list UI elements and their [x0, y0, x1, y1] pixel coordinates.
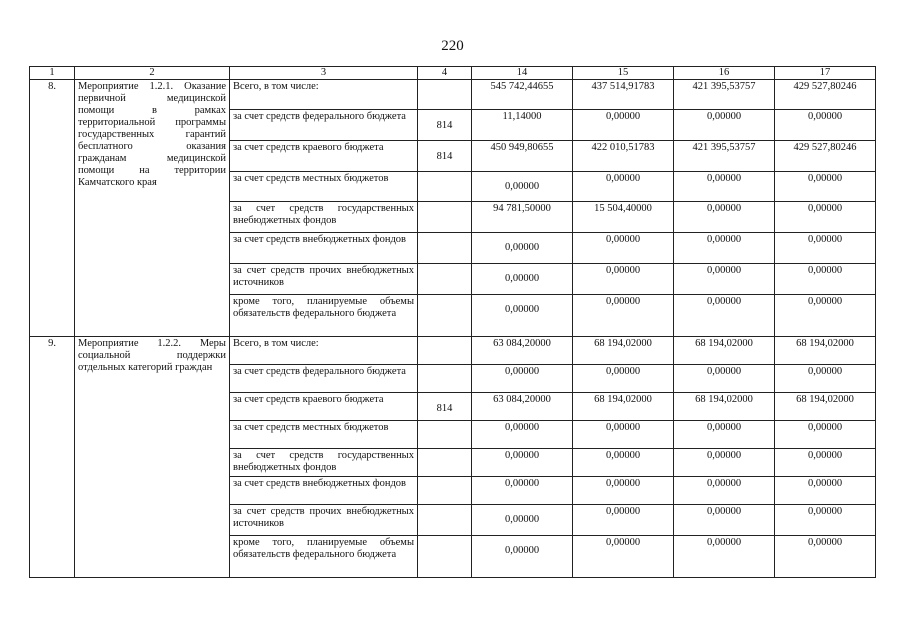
amount-value: 0,00000 — [706, 203, 742, 214]
amount-value: 63 084,20000 — [493, 338, 551, 349]
amount-cell — [674, 536, 775, 578]
budget-code-cell — [418, 80, 472, 110]
amount-cell — [472, 505, 573, 536]
amount-cell — [573, 449, 674, 477]
amount-value: 437 514,91783 — [591, 81, 655, 92]
row-number-cell: 8. — [30, 80, 75, 337]
budget-code-cell — [418, 233, 472, 264]
amount-value: 0,00000 — [807, 506, 843, 517]
header-row — [30, 67, 876, 80]
funding-source-cell: кроме того, планируемые объемы обязательств федерального бюджета — [230, 536, 418, 578]
amount-cell — [472, 110, 573, 141]
amount-cell — [573, 477, 674, 505]
funding-source-cell: за счет средств внебюджетных фондов — [230, 477, 418, 505]
amount-value: 0,00000 — [504, 242, 540, 253]
amount-value: 0,00000 — [706, 111, 742, 122]
amount-value: 0,00000 — [504, 366, 540, 377]
amount-cell — [775, 477, 876, 505]
funding-source-cell: за счет средств краевого бюджета — [230, 393, 418, 421]
amount-cell — [775, 421, 876, 449]
budget-code-value: 814 — [436, 120, 453, 131]
budget-code-cell — [418, 449, 472, 477]
amount-cell — [472, 421, 573, 449]
amount-value: 0,00000 — [706, 234, 742, 245]
amount-cell — [674, 393, 775, 421]
funding-source-cell: Всего, в том числе: — [230, 337, 418, 365]
amount-value: 0,00000 — [605, 234, 641, 245]
amount-value: 0,00000 — [504, 181, 540, 192]
amount-cell — [775, 264, 876, 295]
funding-source-cell: за счет средств прочих внебюджетных источников — [230, 264, 418, 295]
amount-cell — [472, 80, 573, 110]
row-number-cell: 9. — [30, 337, 75, 578]
amount-cell — [472, 141, 573, 172]
amount-cell — [775, 141, 876, 172]
amount-cell — [775, 337, 876, 365]
amount-cell — [674, 295, 775, 337]
budget-code-value: 814 — [436, 151, 453, 162]
amount-value: 0,00000 — [605, 296, 641, 307]
amount-cell — [775, 449, 876, 477]
amount-cell — [674, 202, 775, 233]
amount-value: 0,00000 — [807, 173, 843, 184]
budget-code-cell — [418, 536, 472, 578]
amount-value: 545 742,44655 — [490, 81, 554, 92]
amount-value: 0,00000 — [605, 537, 641, 548]
budget-code-cell — [418, 141, 472, 172]
amount-value: 0,00000 — [706, 537, 742, 548]
column-header: 4 — [418, 67, 472, 80]
amount-cell — [573, 337, 674, 365]
amount-cell — [573, 505, 674, 536]
amount-value: 68 194,02000 — [695, 338, 753, 349]
amount-cell — [573, 393, 674, 421]
amount-value: 0,00000 — [504, 273, 540, 284]
amount-cell — [674, 421, 775, 449]
funding-source-cell: за счет средств федерального бюджета — [230, 110, 418, 141]
amount-value: 0,00000 — [605, 265, 641, 276]
amount-cell — [573, 295, 674, 337]
amount-value: 0,00000 — [706, 422, 742, 433]
funding-source-cell: за счет средств краевого бюджета — [230, 141, 418, 172]
budget-code-cell — [418, 393, 472, 421]
amount-cell — [775, 110, 876, 141]
amount-value: 68 194,02000 — [796, 338, 854, 349]
amount-value: 0,00000 — [504, 478, 540, 489]
budget-code-cell — [418, 295, 472, 337]
amount-cell — [472, 365, 573, 393]
column-header: 16 — [674, 67, 775, 80]
funding-source-cell: за счет средств местных бюджетов — [230, 172, 418, 202]
funding-source-cell: за счет средств внебюджетных фондов — [230, 233, 418, 264]
amount-value: 0,00000 — [706, 366, 742, 377]
amount-cell — [775, 295, 876, 337]
amount-cell — [573, 536, 674, 578]
amount-value: 68 194,02000 — [594, 338, 652, 349]
page-number: 220 — [441, 38, 464, 54]
amount-value: 0,00000 — [706, 478, 742, 489]
budget-code-cell — [418, 202, 472, 233]
amount-cell — [472, 233, 573, 264]
amount-value: 0,00000 — [706, 506, 742, 517]
amount-value: 68 194,02000 — [796, 394, 854, 405]
amount-cell — [674, 449, 775, 477]
funding-source-cell: за счет средств федерального бюджета — [230, 365, 418, 393]
budget-code-cell — [418, 110, 472, 141]
amount-value: 421 395,53757 — [692, 142, 756, 153]
amount-cell — [472, 295, 573, 337]
amount-cell — [775, 80, 876, 110]
amount-value: 0,00000 — [807, 111, 843, 122]
funding-source-cell: за счет средств государственных внебюджетных фондов — [230, 449, 418, 477]
activity-name-cell: Мероприятие 1.2.2. Меры социальной поддержки отдельных категорий граждан — [75, 337, 230, 578]
amount-value: 422 010,51783 — [591, 142, 655, 153]
amount-value: 429 527,80246 — [793, 142, 857, 153]
amount-cell — [573, 233, 674, 264]
funding-source-cell: за счет средств местных бюджетов — [230, 421, 418, 449]
amount-cell — [674, 477, 775, 505]
amount-value: 450 949,80655 — [490, 142, 554, 153]
budget-table — [29, 66, 876, 578]
column-header: 1 — [30, 67, 75, 80]
amount-value: 0,00000 — [504, 450, 540, 461]
amount-value: 68 194,02000 — [594, 394, 652, 405]
amount-cell — [775, 365, 876, 393]
column-header: 14 — [472, 67, 573, 80]
amount-value: 0,00000 — [706, 173, 742, 184]
amount-cell — [573, 421, 674, 449]
amount-cell — [573, 80, 674, 110]
amount-cell — [573, 172, 674, 202]
budget-code-value: 814 — [436, 403, 453, 414]
amount-value: 0,00000 — [504, 304, 540, 315]
column-header: 2 — [75, 67, 230, 80]
funding-source-cell: кроме того, планируемые объемы обязательств федерального бюджета — [230, 295, 418, 337]
amount-value: 0,00000 — [605, 478, 641, 489]
amount-value: 15 504,40000 — [594, 203, 652, 214]
amount-value: 429 527,80246 — [793, 81, 857, 92]
amount-value: 0,00000 — [807, 234, 843, 245]
amount-value: 0,00000 — [807, 537, 843, 548]
amount-cell — [472, 337, 573, 365]
budget-code-cell — [418, 421, 472, 449]
budget-code-cell — [418, 505, 472, 536]
amount-value: 0,00000 — [807, 450, 843, 461]
table-row — [30, 80, 876, 110]
amount-cell — [674, 110, 775, 141]
column-header: 17 — [775, 67, 876, 80]
amount-cell — [573, 365, 674, 393]
amount-cell — [472, 264, 573, 295]
amount-cell — [472, 449, 573, 477]
activity-name-cell: Мероприятие 1.2.1. Оказание первичной медицинской помощи в рамках территориальной программы государственных гарантий бесплатного оказания гражданам медицинской помощи на территории Камчатского края — [75, 80, 230, 337]
funding-source-cell: Всего, в том числе: — [230, 80, 418, 110]
amount-value: 0,00000 — [605, 422, 641, 433]
amount-cell — [472, 477, 573, 505]
amount-cell — [674, 365, 775, 393]
amount-value: 0,00000 — [504, 545, 540, 556]
amount-value: 0,00000 — [504, 422, 540, 433]
amount-value: 0,00000 — [807, 265, 843, 276]
amount-value: 63 084,20000 — [493, 394, 551, 405]
column-header: 3 — [230, 67, 418, 80]
amount-cell — [775, 172, 876, 202]
amount-value: 0,00000 — [605, 366, 641, 377]
table-body — [30, 80, 876, 578]
funding-source-cell: за счет средств прочих внебюджетных источников — [230, 505, 418, 536]
amount-cell — [573, 141, 674, 172]
amount-value: 0,00000 — [807, 203, 843, 214]
budget-code-cell — [418, 264, 472, 295]
amount-cell — [573, 264, 674, 295]
amount-value: 94 781,50000 — [493, 203, 551, 214]
column-header: 15 — [573, 67, 674, 80]
amount-value: 0,00000 — [605, 173, 641, 184]
amount-value: 421 395,53757 — [692, 81, 756, 92]
amount-value: 0,00000 — [706, 450, 742, 461]
amount-value: 0,00000 — [605, 450, 641, 461]
amount-value: 0,00000 — [807, 422, 843, 433]
budget-code-cell — [418, 337, 472, 365]
amount-value: 0,00000 — [807, 296, 843, 307]
amount-cell — [472, 393, 573, 421]
amount-value: 0,00000 — [807, 478, 843, 489]
budget-code-cell — [418, 172, 472, 202]
amount-cell — [674, 505, 775, 536]
amount-value: 0,00000 — [605, 111, 641, 122]
amount-value: 0,00000 — [807, 366, 843, 377]
amount-cell — [472, 202, 573, 233]
amount-cell — [674, 141, 775, 172]
amount-cell — [775, 202, 876, 233]
amount-cell — [674, 172, 775, 202]
amount-cell — [472, 536, 573, 578]
amount-value: 0,00000 — [605, 506, 641, 517]
amount-cell — [472, 172, 573, 202]
amount-cell — [573, 202, 674, 233]
budget-code-cell — [418, 477, 472, 505]
amount-value: 68 194,02000 — [695, 394, 753, 405]
amount-value: 0,00000 — [504, 514, 540, 525]
amount-cell — [775, 233, 876, 264]
budget-code-cell — [418, 365, 472, 393]
amount-cell — [775, 393, 876, 421]
amount-value: 11,14000 — [502, 111, 542, 122]
amount-cell — [674, 337, 775, 365]
amount-value: 0,00000 — [706, 265, 742, 276]
amount-cell — [775, 505, 876, 536]
amount-cell — [674, 80, 775, 110]
amount-cell — [775, 536, 876, 578]
table-row — [30, 337, 876, 365]
amount-cell — [674, 233, 775, 264]
funding-source-cell: за счет средств государственных внебюджетных фондов — [230, 202, 418, 233]
amount-cell — [674, 264, 775, 295]
amount-value: 0,00000 — [706, 296, 742, 307]
amount-cell — [573, 110, 674, 141]
